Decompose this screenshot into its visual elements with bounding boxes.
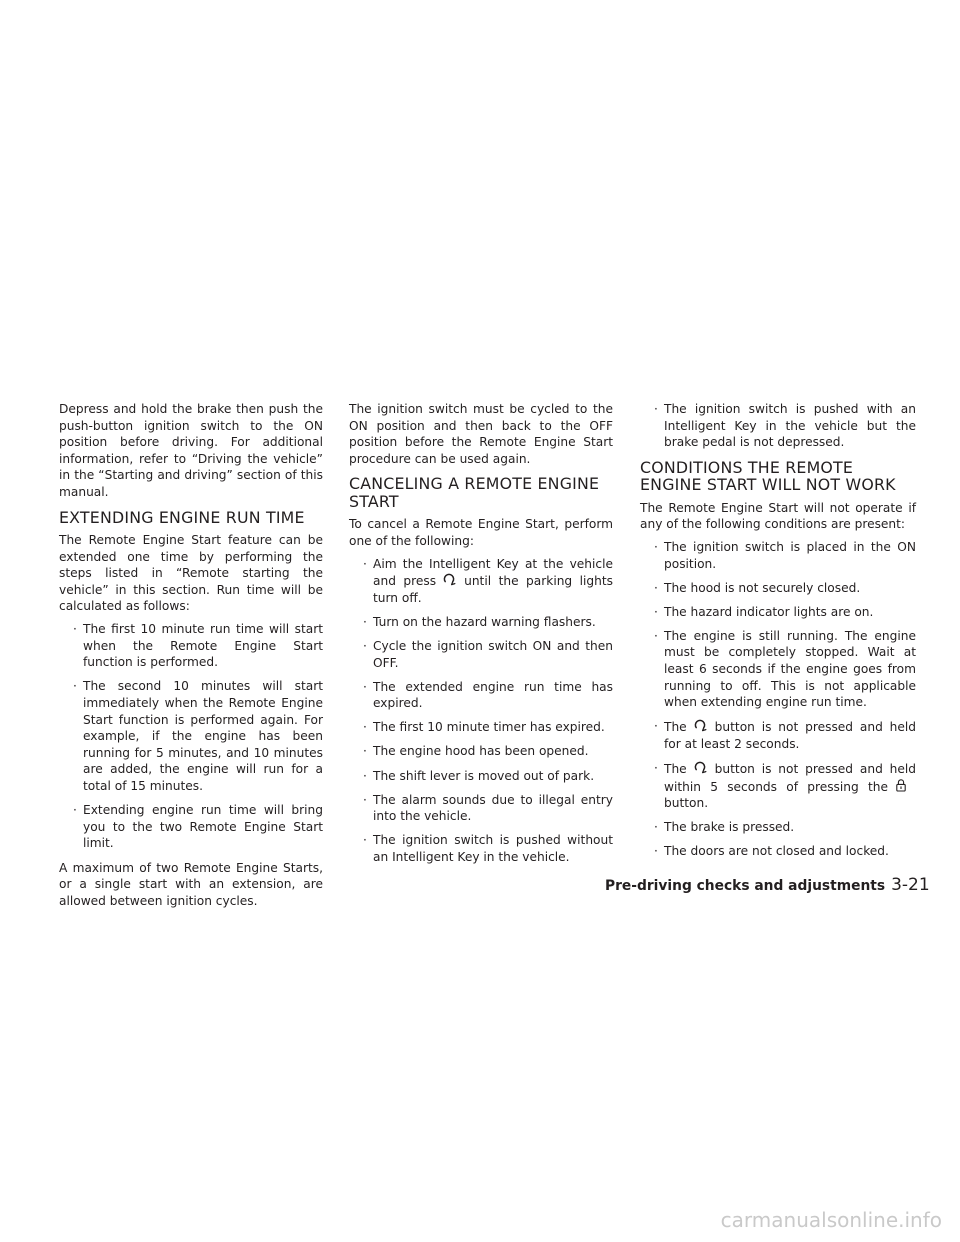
list-item: · The brake is pressed. [640,819,916,836]
remote-start-icon [442,572,456,586]
list-item: · Cycle the ignition switch ON and then OFF. [349,638,613,671]
watermark: carmanualsonline.info [720,1208,942,1232]
list-item: · The alarm sounds due to illegal entry into the vehicle. [349,792,613,825]
intro-paragraph: Depress and hold the brake then push the push-button ignition switch to the ON position before driving. For additional information, refer to “Driving the vehicle” in the “Starting and driving” section of this manual. [59,402,323,499]
remote-start-icon [693,760,707,774]
list-item: · The hood is not securely closed. [640,580,916,597]
list-item: · The ignition switch is placed in the ON position. [640,539,916,572]
conditions-list [640,539,916,860]
list-item: · The first 10 minute timer has expired. [349,719,613,736]
page-footer [605,875,930,895]
list-item: · The extended engine run time has expired. [349,679,613,712]
column-3 [640,401,916,868]
section-heading-extending: EXTENDING ENGINE RUN TIME [59,507,305,527]
continued-list [640,401,916,451]
column-2 [349,401,613,873]
canceling-list [349,556,613,866]
list-item: · The shift lever is moved out of park. [349,768,613,785]
section-heading-canceling: CANCELING A REMOTE ENGINE START [349,474,600,511]
list-item: · Turn on the hazard warning flashers. [349,614,613,631]
conditions-paragraph: The Remote Engine Start will not operate if any of the following conditions are present: [640,500,916,532]
limit-paragraph: A maximum of two Remote Engine Starts, or a single start with an extension, are allowed between ignition cycles. [59,860,323,908]
list-item: · The ignition switch is pushed with an Intelligent Key in the vehicle but the brake pedal is not depressed. [640,401,916,451]
list-item: · Aim the Intelligent Key at the vehicle and press until the parking lights turn off. [349,556,613,607]
extending-list [59,621,323,852]
list-item: · Extending engine run time will bring you to the two Remote Engine Start limit. [59,802,323,852]
column-1 [59,401,323,916]
canceling-paragraph: To cancel a Remote Engine Start, perform one of the following: [349,517,613,548]
list-item: · The second 10 minutes will start immediately when the Remote Engine Start function is performed again. For example, if the engine has been running for 5 minutes, and 10 minutes are added, the engine will run for a total of 15 minutes. [59,678,323,794]
section-footer-label: Pre-driving checks and adjustments [605,878,886,894]
list-item: · The button is not pressed and held within 5 seconds of pressing the button. [640,760,916,812]
list-item: · The button is not pressed and held for at least 2 seconds. [640,718,916,752]
list-item: · The engine is still running. The engine must be completely stopped. Wait at least 6 seconds if the engine goes from running to off. This is not applicable when extending engine run time. [640,628,916,711]
lock-icon [894,778,908,792]
list-item: · The first 10 minute run time will start when the Remote Engine Start function is performed. [59,621,323,671]
cycle-paragraph: The ignition switch must be cycled to the ON position and then back to the OFF position before the Remote Engine Start procedure can be used again. [349,402,613,466]
list-item: · The hazard indicator lights are on. [640,604,916,621]
page-number: 3-21 [891,875,930,895]
remote-start-icon [693,718,707,732]
extending-paragraph: The Remote Engine Start feature can be extended one time by performing the steps listed in “Remote starting the vehicle” in this section. Run time will be calculated as follows: [59,533,323,614]
list-item: · The ignition switch is pushed without an Intelligent Key in the vehicle. [349,832,613,865]
section-heading-conditions: CONDITIONS THE REMOTE ENGINE START WILL NOT WORK [640,457,896,495]
list-item: · The doors are not closed and locked. [640,843,916,860]
list-item: · The engine hood has been opened. [349,743,613,760]
